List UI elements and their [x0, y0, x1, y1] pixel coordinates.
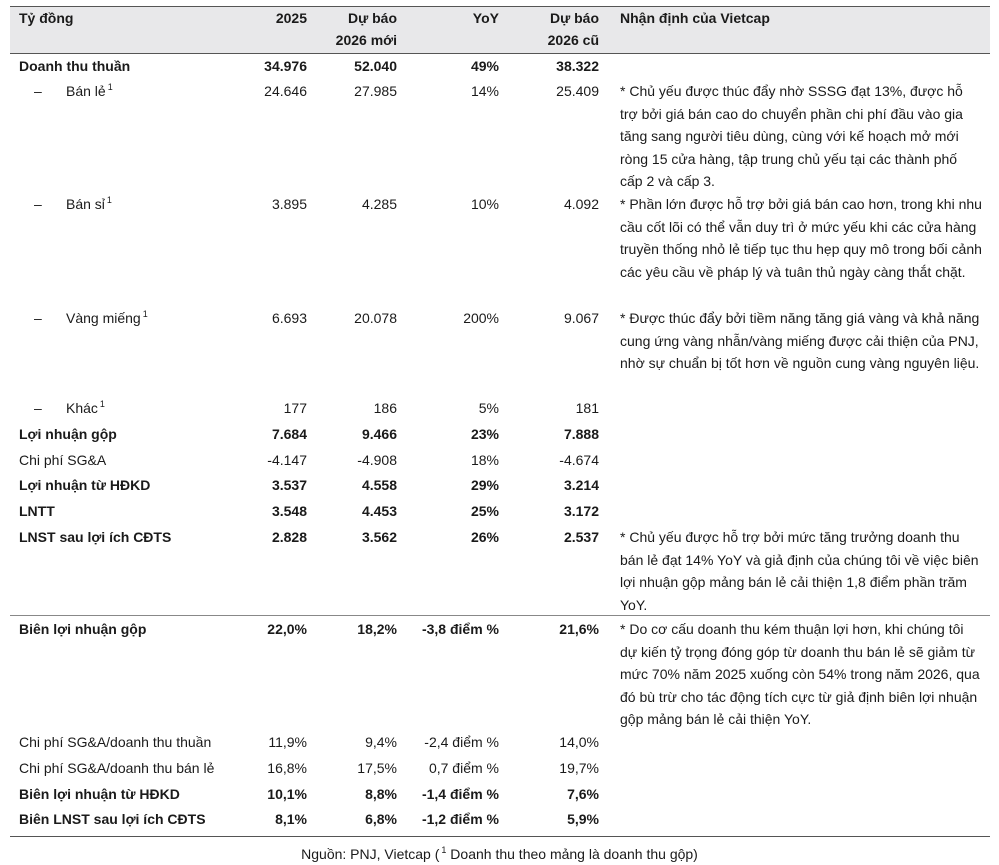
value-yoy: 5% [478, 400, 499, 416]
footnote-marker: 1 [142, 309, 148, 320]
value-yoy: -3,8 điểm % [421, 621, 499, 637]
header-unit: Tỷ đồng [19, 10, 74, 26]
value-yoy: 26% [470, 529, 499, 545]
bullet-dash: – [34, 196, 42, 212]
table-header [10, 6, 990, 54]
row-label: Bán sỉ $^1$ [66, 195, 112, 212]
value-forecast-old: -4.674 [559, 452, 599, 468]
header-forecast-new-line1: Dự báo [347, 10, 397, 26]
table-bottom-border [10, 836, 990, 837]
value-forecast-new: 9.466 [361, 426, 397, 442]
header-forecast-old-line2: 2026 cũ [547, 32, 599, 48]
comment-wholesale: * Phần lớn được hỗ trợ bởi giá bán cao hơn, trong khi nhu cầu cốt lõi có thể vẫn duy trì ở mức yếu khi các cửa hàng truyền thống nhỏ lẻ tiếp tục thu hẹp quy mô trong bối cảnh các yêu cầu về pháp lý và tuân thủ ngày càng thắt chặt. [620, 196, 982, 280]
value-2025: 177 [283, 400, 307, 416]
value-forecast-new: 9,4% [365, 734, 397, 750]
value-forecast-new: 186 [373, 400, 397, 416]
value-2025: 7.684 [271, 426, 307, 442]
row-label: Lợi nhuận từ HĐKD [19, 477, 151, 493]
value-2025: 6.693 [271, 310, 307, 326]
bullet-dash: – [34, 400, 42, 416]
value-forecast-old: 3.214 [563, 477, 599, 493]
source-note: Nguồn: PNJ, Vietcap ( $^1$ Doanh thu theo mảng là doanh thu gộp) [301, 845, 698, 862]
value-2025: 2.828 [271, 529, 307, 545]
value-forecast-new: 4.453 [361, 503, 397, 519]
value-forecast-old: 19,7% [559, 760, 599, 776]
value-forecast-old: 3.172 [563, 503, 599, 519]
bullet-dash: – [34, 310, 42, 326]
value-yoy: 18% [470, 452, 499, 468]
row-label: Vàng miếng $^1$ [66, 309, 148, 326]
footnote-marker: 1 [441, 845, 447, 856]
value-forecast-new: 20.078 [354, 310, 397, 326]
footnote-marker: 1 [106, 195, 112, 206]
value-yoy: -1,4 điểm % [421, 786, 499, 802]
value-2025: 3.537 [271, 477, 307, 493]
row-label: Bán lẻ $^1$ [66, 82, 113, 99]
value-forecast-old: 4.092 [563, 196, 599, 212]
comment-npat: * Chủ yếu được hỗ trợ bởi mức tăng trưởng doanh thu bán lẻ đạt 14% YoY và giả định của chúng tôi về việc biên lợi nhuận gộp mảng bán lẻ cải thiện 1,8 điểm phần trăm YoY. [620, 529, 979, 613]
row-label: Chi phí SG&A/doanh thu thuần [19, 734, 212, 750]
row-label: Chi phí SG&A [19, 452, 107, 468]
value-yoy: 10% [470, 196, 499, 212]
value-yoy: 29% [470, 477, 499, 493]
header-2025: 2025 [275, 10, 307, 26]
value-yoy: 200% [463, 310, 499, 326]
value-forecast-old: 2.537 [563, 529, 599, 545]
value-forecast-old: 21,6% [559, 621, 599, 637]
row-label: LNST sau lợi ích CĐTS [19, 529, 172, 545]
value-yoy: 25% [470, 503, 499, 519]
value-forecast-old: 181 [575, 400, 599, 416]
value-2025: 24.646 [264, 83, 307, 99]
value-forecast-old: 14,0% [559, 734, 599, 750]
header-yoy: YoY [472, 10, 499, 26]
value-yoy: -1,2 điểm % [421, 811, 499, 827]
value-2025: 8,1% [275, 811, 307, 827]
value-forecast-new: 6,8% [365, 811, 397, 827]
value-forecast-new: -4.908 [357, 452, 397, 468]
value-forecast-old: 25.409 [556, 83, 599, 99]
value-2025: 34.976 [264, 58, 307, 74]
value-forecast-old: 38.322 [556, 58, 599, 74]
value-2025: 16,8% [267, 760, 307, 776]
value-yoy: 0,7 điểm % [428, 760, 499, 776]
value-forecast-new: 4.558 [361, 477, 397, 493]
value-2025: 3.895 [271, 196, 307, 212]
value-forecast-new: 17,5% [357, 760, 397, 776]
value-forecast-old: 7.888 [563, 426, 599, 442]
value-forecast-old: 7,6% [567, 786, 599, 802]
row-label: Biên lợi nhuận từ HĐKD [19, 786, 180, 802]
value-forecast-new: 27.985 [354, 83, 397, 99]
value-forecast-new: 4.285 [361, 196, 397, 212]
value-yoy: 14% [470, 83, 499, 99]
row-label: Doanh thu thuần [19, 58, 131, 74]
row-label: Chi phí SG&A/doanh thu bán lẻ [19, 760, 215, 776]
value-2025: 22,0% [267, 621, 307, 637]
bullet-dash: – [34, 83, 42, 99]
section-divider [10, 615, 990, 616]
value-forecast-new: 18,2% [357, 621, 397, 637]
header-forecast-new-line2: 2026 mới [335, 32, 397, 48]
value-forecast-new: 8,8% [365, 786, 397, 802]
footnote-marker: 1 [107, 82, 113, 93]
header-comment: Nhận định của Vietcap [620, 10, 770, 26]
row-label: Lợi nhuận gộp [19, 426, 117, 442]
value-forecast-new: 3.562 [361, 529, 397, 545]
value-2025: 3.548 [271, 503, 307, 519]
value-forecast-new: 52.040 [354, 58, 397, 74]
value-forecast-old: 5,9% [567, 811, 599, 827]
footnote-marker: 1 [99, 399, 105, 410]
value-2025: 11,9% [268, 734, 307, 750]
row-label: Biên lợi nhuận gộp [19, 621, 147, 637]
value-2025: 10,1% [267, 786, 307, 802]
row-label: Biên LNST sau lợi ích CĐTS [19, 811, 206, 827]
comment-gold-bar: * Được thúc đẩy bởi tiềm năng tăng giá vàng và khả năng cung ứng vàng nhẫn/vàng miếng được cải thiện của PNJ, nhờ sự chuẩn bị tốt hơn về nguồn cung vàng nguyên liệu. [620, 310, 980, 371]
value-yoy: 49% [470, 58, 499, 74]
value-forecast-old: 9.067 [563, 310, 599, 326]
row-label: LNTT [19, 503, 55, 519]
comment-gross-margin: * Do cơ cấu doanh thu kém thuận lợi hơn, khi chúng tôi dự kiến tỷ trọng đóng góp từ doanh thu bán lẻ sẽ giảm từ mức 70% năm 2025 xuống còn 54% trong năm 2026, qua đó bù trừ cho tác động tích cực từ giả định biên lợi nhuận gộp mảng bán lẻ cải thiện YoY. [620, 621, 980, 727]
comment-retail: * Chủ yếu được thúc đẩy nhờ SSSG đạt 13%, được hỗ trợ bởi giá bán cao do chuyển phần chi phí đầu vào gia tăng sang người tiêu dùng, cùng với kế hoạch mở mới ròng 15 cửa hàng, tập trung chủ yếu tại các thành phố cấp 2 và cấp 3. [620, 83, 963, 189]
value-yoy: 23% [470, 426, 499, 442]
value-2025: -4.147 [267, 452, 307, 468]
header-forecast-old-line1: Dự báo [549, 10, 599, 26]
value-yoy: -2,4 điểm % [424, 734, 499, 750]
row-label: Khác $^1$ [66, 399, 105, 416]
